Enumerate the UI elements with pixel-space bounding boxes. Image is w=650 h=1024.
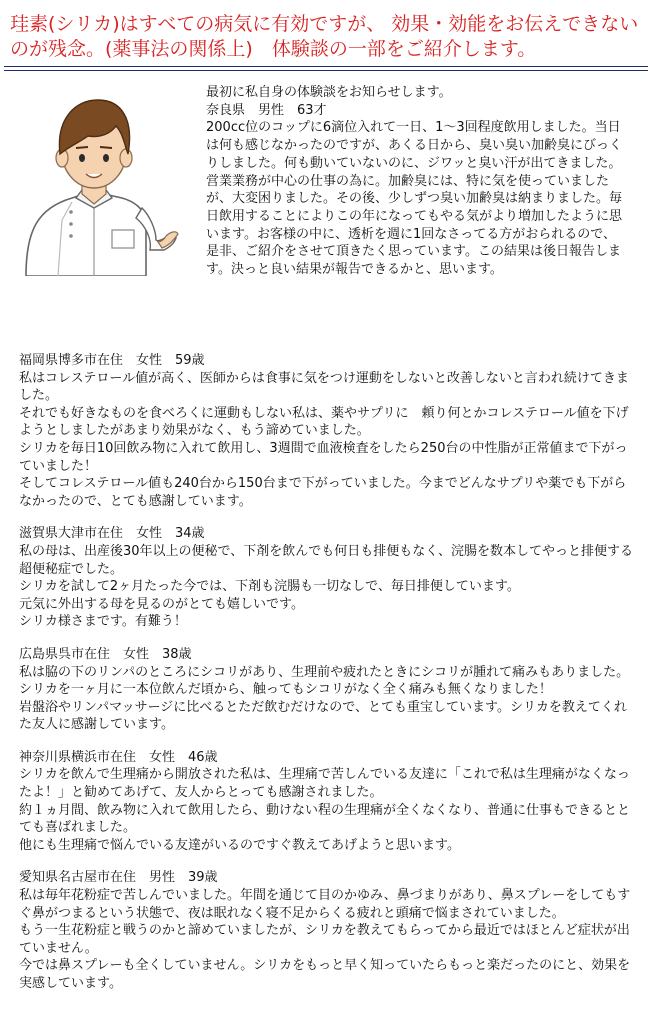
intro-line: 奈良県 男性 63才 [206,102,327,118]
testimonial-paragraph: シリカを毎日10回飲み物に入れて飲用し、3週間で血液検査をしたら250台の中性脂が正常値まで下がっていました！ [19,440,628,474]
testimonial [19,646,635,734]
intro-section [206,84,626,279]
testimonial-paragraph: 他にも生理痛で悩んでいる友達がいるのですぐ教えてあげようと思います。 [19,837,460,853]
testimonial-paragraph: 私は毎年花粉症で苦しんでいました。年間を通じて目のかゆみ、鼻づまりがあり、鼻スプレーをしてもすぐ鼻がつまるという状態で、夜は眠れなく寝不足からくる疲れと頭痛で悩まされていました。 [19,888,631,921]
testimonials-list [19,352,635,1008]
testimonial-paragraph: シリカを一ヶ月に一本位飲んだ頃から、触ってもシコリがなく全く痛みも無くなりました！ [19,682,552,698]
testimonial-heading: 福岡県博多市在住 女性 59歳 [19,353,205,368]
testimonial-paragraph: 元気に外出する母を見るのがとても嬉しいです。 [19,596,304,612]
testimonial [19,352,635,510]
testimonial [19,869,635,992]
testimonial-heading: 神奈川県横浜市在住 女性 46歳 [19,749,218,765]
testimonial-paragraph: 岩盤浴やリンパマッサージに比べるとただ飲むだけなので、とても重宝しています。シリカを教えてくれた友人に感謝しています。 [19,699,627,733]
testimonial-paragraph: 今では鼻スプレーも全くしていません。シリカをもっと早く知っていたらもっと楽だったのにと、効果を実感しています。 [19,958,631,991]
testimonial [19,525,635,631]
testimonial-paragraph: 私は脇の下のリンパのところにシコリがあり、生理前や疲れたときにシコリが腫れて痛みもありました。 [19,664,630,680]
header-divider-bottom [4,70,648,71]
page-header [0,0,650,68]
intro-line: 最初に私自身の体験談をお知らせします。 [206,85,452,100]
intro-line: 200cc位のコップに6滴位入れて一日、1～3回程度飲用しました。当日は何も感じなかったのですが、あくる日から、臭い臭い加齢臭にびっくりしました。何も動いていないのに、ジワッと臭い汗が出てきました。営業業務が中心の仕事の為に。加齢臭には、特に気を使っていましたが、大変困りました。その後、少しずつ臭い加齢臭は納まりました。毎日飲用することによりこの年になってもやる気がより増加したように思います。お客様の中に、透析を週に1回なさってる方がおられるので、是非、ご紹介をさせて頂きたく思っています。この結果は後日報告します。決っと良い結果が報告できるかと、思います。 [206,120,623,278]
testimonial-paragraph: 私はコレステロール値が高く、医師からは食事に気をつけ運動をしないと改善しないと言われ続けてきました。 [19,370,629,404]
testimonial-paragraph: 約１ヵ月間、飲み物に入れて飲用したら、動けない程の生理痛が全くなくなり、普通に仕事もできるととても喜ばれました。 [19,802,631,836]
testimonial-paragraph: 私の母は、出産後30年以上の便秘で、下剤を飲んでも何日も排便もなく、浣腸を数本してやっと排便する超便秘症でした。 [19,543,634,577]
page-title: 珪素(シリカ)はすべての病気に有効ですが、 効果・効能をお伝えできないのが残念。(薬事法の関係上) 体験談の一部をご紹介します。 [10,13,639,60]
testimonial-paragraph: シリカを試して2ヶ月たった今では、下剤も浣腸も一切なしで、毎日排便しています。 [19,579,520,595]
testimonial-paragraph: シリカ様さまです。有難う！ [19,614,187,630]
testimonial-paragraph: もう一生花粉症と戦うのかと諦めていましたが、シリカを教えてもらってから最近ではほとんど症状が出ていません。 [19,923,630,956]
testimonial-heading: 愛知県名古屋市在住 男性 39歳 [19,870,218,886]
testimonial-paragraph: それでも好きなものを食べろくに運動もしない私は、薬やサプリに 頼り何とかコレステロール値を下げようとしましたがあまり効果がなく、もう諦めていました。 [19,405,629,439]
testimonial-paragraph: そしてコレステロール値も240台から150台まで下がっていました。今までどんなサプリや薬でも下がらなかったので、とても感謝しています。 [19,476,627,509]
testimonial-heading: 広島県呉市在住 女性 38歳 [19,646,192,662]
testimonial-heading: 滋賀県大津市在住 女性 34歳 [19,526,205,542]
testimonial-paragraph: シリカを飲んで生理痛から開放された私は、生理痛で苦しんでいる友達に「これで私は生理痛がなくなったよ！」と勧めてあげて、友人からとっても感謝されました。 [19,767,630,801]
header-divider-top [4,66,648,67]
testimonial [19,749,635,855]
doctor-svg [18,80,180,276]
doctor-illustration-icon [18,80,180,276]
